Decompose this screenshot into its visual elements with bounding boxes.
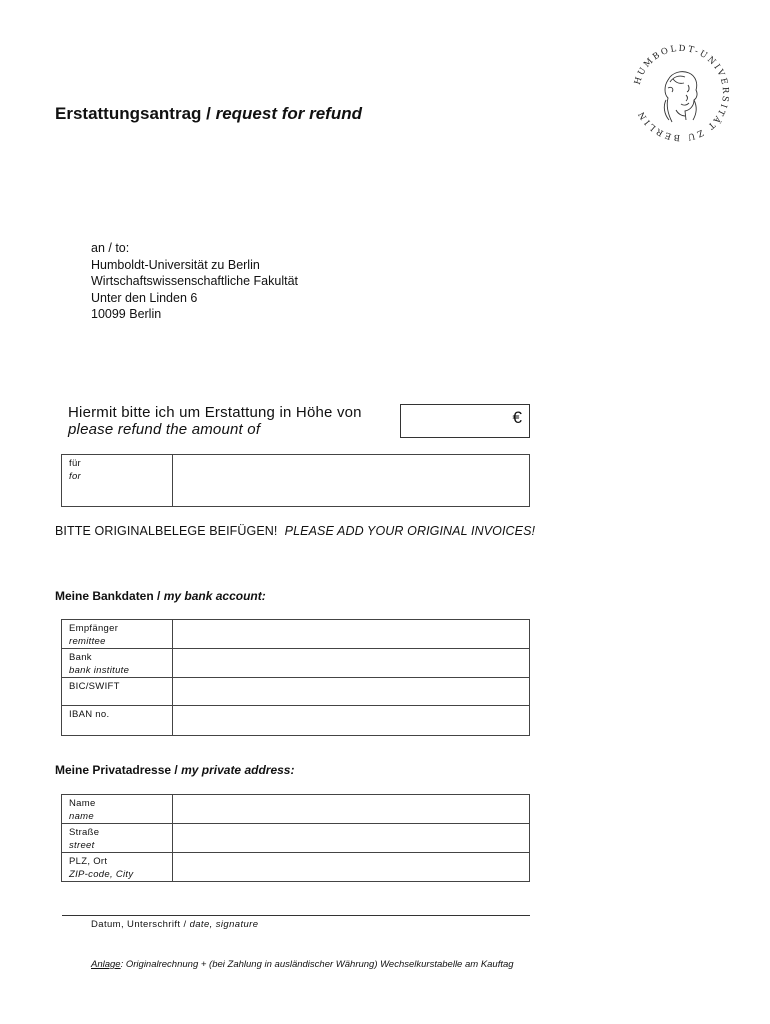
page-title	[55, 104, 362, 124]
amount-field[interactable]	[400, 404, 530, 438]
iban-label	[62, 706, 173, 736]
row-label-de: Straße	[69, 827, 100, 838]
refund-request-de: Hiermit bitte ich um Erstattung in Höhe von	[68, 404, 362, 421]
street-field[interactable]	[173, 824, 530, 853]
address-line: Humboldt-Universität zu Berlin	[91, 257, 260, 272]
table-row	[62, 795, 530, 824]
signature-line[interactable]	[62, 915, 530, 916]
row-label-en: remittee	[69, 636, 106, 647]
address-to-label: an / to:	[91, 241, 130, 255]
attachment-label: Anlage	[91, 959, 121, 970]
row-label-en: name	[69, 811, 94, 822]
private-heading-separator: /	[171, 763, 182, 777]
remittee-field[interactable]	[173, 620, 530, 649]
table-row	[62, 649, 530, 678]
notice-de: BITTE ORIGINALBELEGE BEIFÜGEN!	[55, 524, 278, 538]
title-de: Erstattungsantrag	[55, 104, 202, 123]
signature-label-de: Datum, Unterschrift	[91, 919, 181, 930]
signature-label	[91, 919, 258, 930]
table-row	[62, 620, 530, 649]
bank-heading-separator: /	[153, 589, 164, 603]
zip-city-label	[62, 853, 173, 882]
bank-field[interactable]	[173, 649, 530, 678]
row-label-de: Bank	[69, 652, 92, 663]
notice-en: PLEASE ADD YOUR ORIGINAL INVOICES!	[284, 524, 536, 538]
title-separator: /	[201, 104, 216, 123]
attachment-note	[91, 959, 514, 970]
iban-field[interactable]	[173, 706, 530, 736]
signature-separator: /	[180, 919, 190, 930]
private-heading-en: my private address:	[181, 763, 295, 777]
address-line: 10099 Berlin	[91, 307, 162, 321]
bank-label	[62, 649, 173, 678]
table-row	[62, 706, 530, 736]
row-label-en: bank institute	[69, 665, 130, 676]
purpose-label	[62, 455, 173, 507]
purpose-field[interactable]	[173, 455, 530, 507]
invoice-notice	[55, 524, 535, 538]
name-field[interactable]	[173, 795, 530, 824]
table-row	[62, 678, 530, 706]
university-seal-icon	[628, 40, 734, 146]
row-label-en: ZIP-code, City	[69, 869, 134, 880]
private-address-table	[61, 794, 530, 882]
table-row	[62, 853, 530, 882]
name-label	[62, 795, 173, 824]
refund-request-text	[68, 404, 362, 438]
street-label	[62, 824, 173, 853]
row-label-de: IBAN no.	[69, 709, 110, 720]
private-heading-de: Meine Privatadresse	[55, 763, 172, 777]
purpose-table	[61, 454, 530, 507]
recipient-address	[91, 240, 298, 323]
private-address-heading	[55, 763, 294, 777]
purpose-label-en: for	[69, 471, 81, 482]
attachment-text: : Originalrechnung + (bei Zahlung in ausländischer Währung) Wechselkurstabelle am Kauftag	[120, 959, 514, 970]
zip-city-field[interactable]	[173, 853, 530, 882]
table-row	[62, 824, 530, 853]
address-line: Unter den Linden 6	[91, 290, 198, 305]
signature-label-en: date, signature	[189, 919, 259, 930]
row-label-en: street	[69, 840, 95, 851]
bank-heading-en: my bank account:	[163, 589, 266, 603]
refund-request-en: please refund the amount of	[68, 421, 261, 438]
address-line: Wirtschaftswissenschaftliche Fakultät	[91, 274, 299, 288]
remittee-label	[62, 620, 173, 649]
row-label-de: BIC/SWIFT	[69, 681, 120, 692]
bank-heading-de: Meine Bankdaten	[55, 589, 154, 603]
row-label-de: Empfänger	[69, 623, 119, 634]
svg-text:HUMBOLDT-UNIVERSITÄT ZU BERLIN: HUMBOLDT-UNIVERSITÄT ZU BERLIN	[632, 43, 731, 143]
bic-label	[62, 678, 173, 706]
title-en: request for refund	[215, 104, 362, 123]
row-label-de: PLZ, Ort	[69, 856, 108, 867]
bank-heading	[55, 589, 266, 603]
purpose-label-de: für	[69, 458, 81, 469]
currency-symbol: €	[512, 408, 522, 427]
row-label-de: Name	[69, 798, 96, 809]
bank-table	[61, 619, 530, 736]
bic-field[interactable]	[173, 678, 530, 706]
